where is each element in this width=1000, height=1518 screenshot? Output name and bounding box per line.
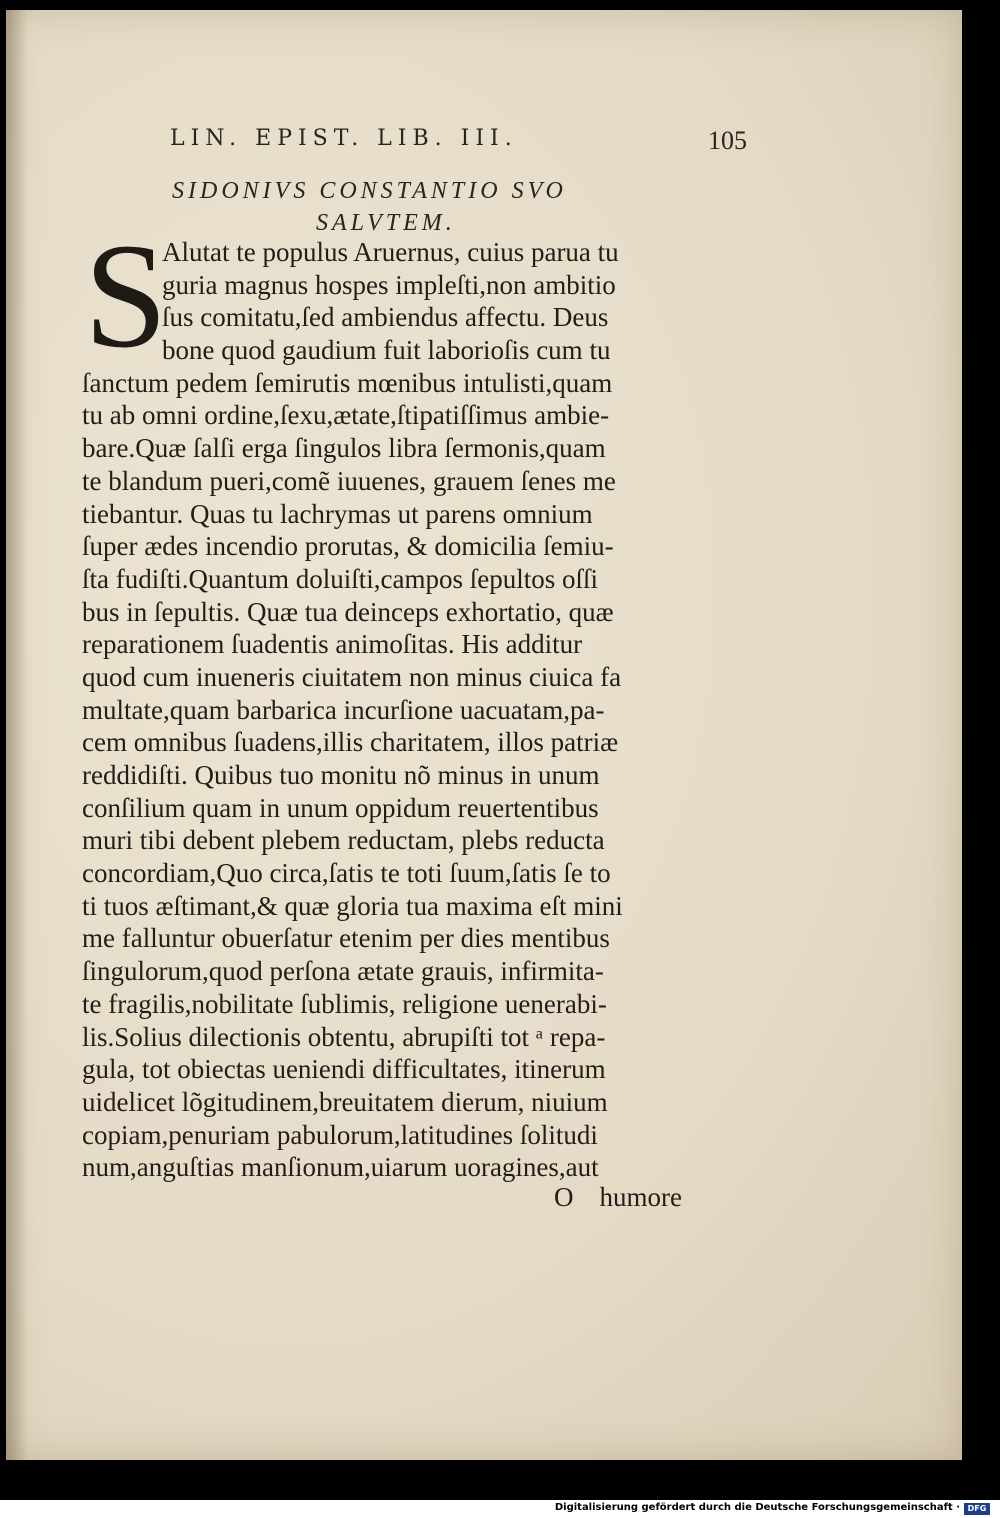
text-line: num,anguſtias manſionum,uiarum uoragines,aut [82,1152,599,1183]
text-line: ti tuos æſtimant,& quæ gloria tua maxima eſt mini [82,890,623,921]
dfg-logo: DFG [964,1503,990,1515]
text-line: bus in ſepultis. Quæ tua deinceps exhortatio, quæ [82,596,614,627]
text-line: Alutat te populus Aruernus, cuius parua tu [162,237,619,267]
page-number: 105 [708,126,747,155]
text-line: me falluntur obuerſatur etenim per dies mentibus [82,923,610,954]
catchword-letter: O [554,1182,574,1212]
text-line: te blandum pueri,comẽ iuuenes, grauem ſenes me [82,465,616,496]
text-line: reparationem ſuadentis animoſitas. His additur [82,629,583,660]
text-line: guria magnus hospes impleſti,non ambitio [162,269,616,300]
catchword-row [554,1182,682,1213]
letter-title-line-1: SIDONIVS CONSTANTIO SVO [172,178,567,204]
text-line: lis.Solius dilectionis obtentu, abrupiſti tot ᵃ repa‑ [82,1021,606,1052]
text-line: concordiam,Quo circa,ſatis te toti ſuum,ſatis ſe to [82,858,611,889]
text-line: ſingulorum,quod perſona ætate grauis, infirmita‑ [82,956,604,987]
text-line: ſta fudiſti.Quantum doluiſti,campos ſepultos oſſi [82,563,598,594]
footer-bar [0,1500,1000,1518]
footer-credit: Digitalisierung gefördert durch die Deutsche Forschungsgemeinschaft · [554,1502,960,1513]
running-title: LIN. EPIST. LIB. III. [170,126,518,151]
catchword: humore [599,1182,682,1212]
book-page [6,10,962,1460]
text-line: tiebantur. Quas tu lachrymas ut parens omnium [82,498,593,529]
text-line: conſilium quam in unum oppidum reuertentibus [82,792,599,823]
text-line: copiam,penuriam pabulorum,latitudines ſolitudi [82,1119,598,1150]
text-line: ſanctum pedem ſemirutis mœnibus intulisti,quam [82,367,613,398]
text-line: tu ab omni ordine,ſexu,ætate,ſtipatiſſimus ambie‑ [82,400,610,431]
text-line: uidelicet lõgitudinem,breuitatem dierum, niuium [82,1086,608,1117]
text-line: quod cum inueneris ciuitatem non minus ciuica fa [82,661,622,692]
text-line: reddidiſti. Quibus tuo monitu nõ minus in unum [82,760,600,790]
text-line: bare.Quæ ſalſi erga ſingulos libra ſermonis,quam [82,433,606,464]
text-line: multate,quam barbarica incurſione uacuatam,pa‑ [82,694,605,725]
decorated-initial: S [84,213,168,379]
text-line: gula, tot obiectas ueniendi difficultates, itinerum [82,1054,606,1085]
text-line: bone quod gaudium fuit laborioſis cum tu [162,335,611,366]
text-line: te fragilis,nobilitate ſublimis, religione uenerabi‑ [82,988,607,1019]
letter-title-line-2: SALVTEM. [316,210,456,236]
text-line: ſus comitatu,ſed ambiendus affectu. Deus [162,302,609,333]
text-line: cem omnibus ſuadens,illis charitatem, illos patriæ [82,727,619,758]
text-line: muri tibi debent plebem reductam, plebs reducta [82,825,605,856]
text-line: ſuper ædes incendio prorutas, & domicilia ſemiu‑ [82,531,614,562]
